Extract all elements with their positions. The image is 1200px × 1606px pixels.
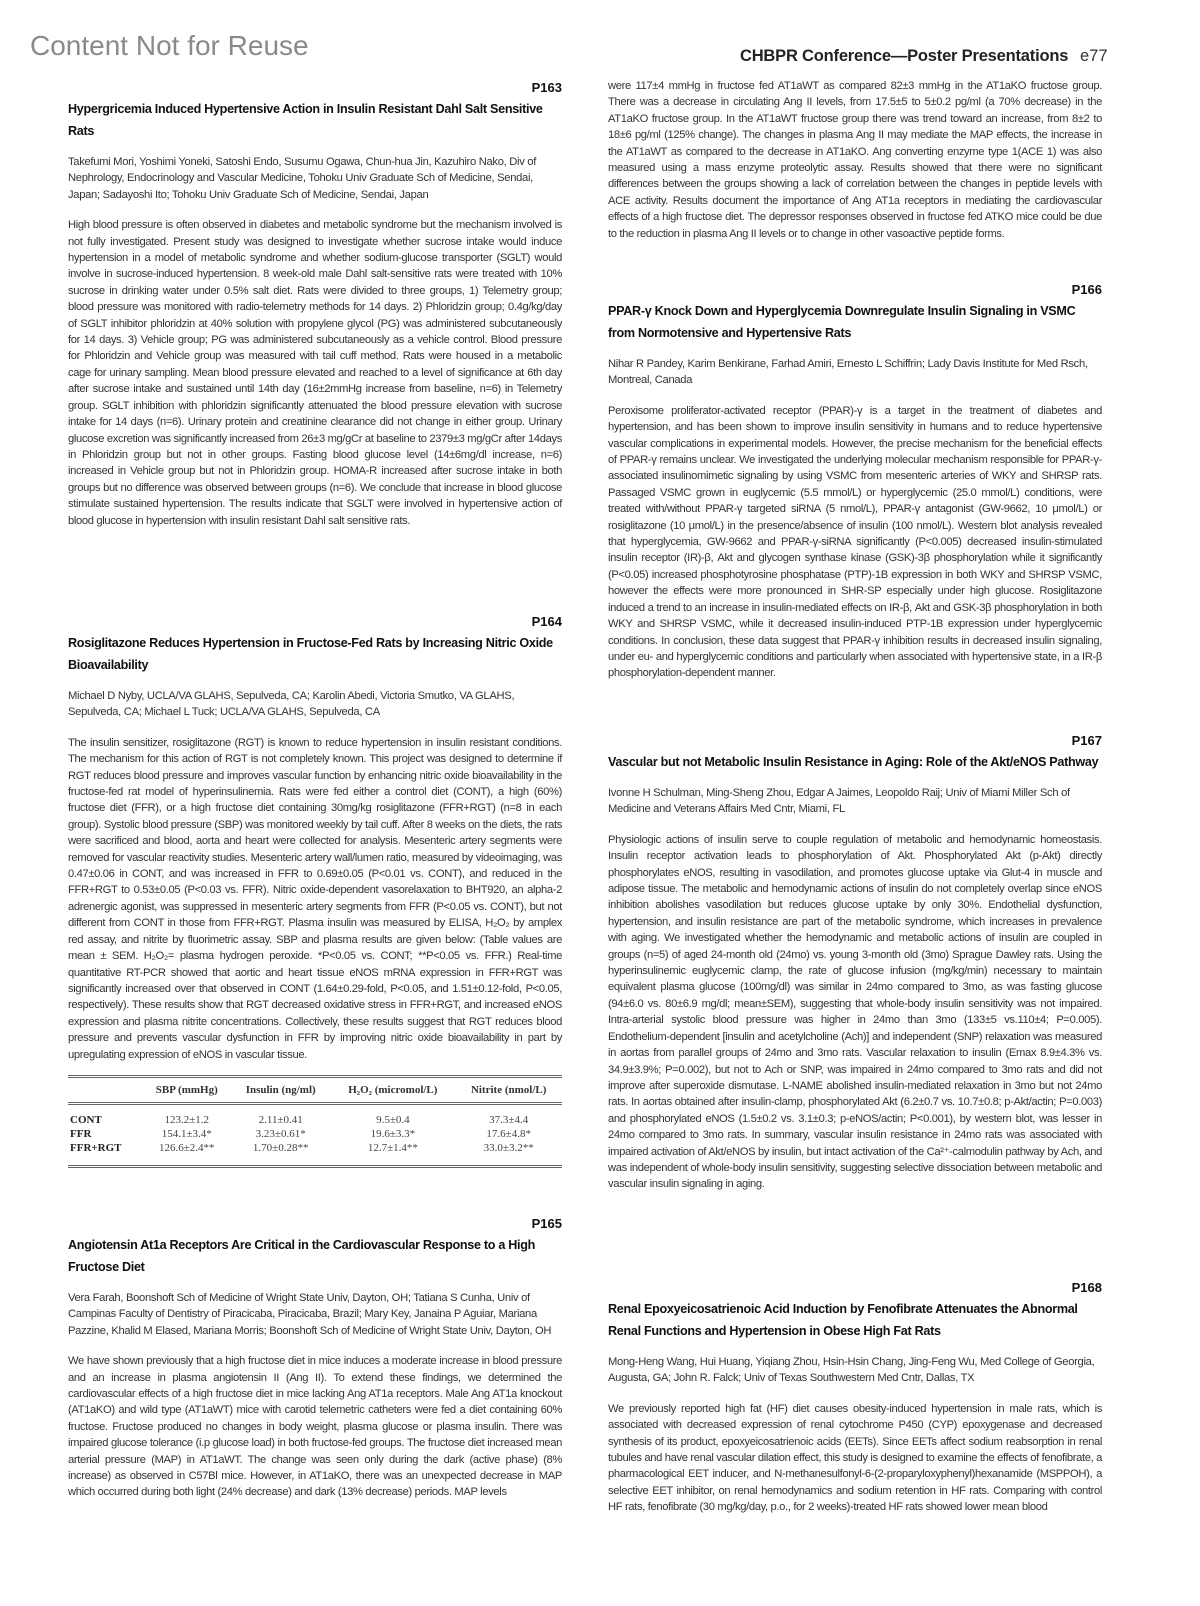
table-row — [68, 1103, 562, 1127]
abstract-title: Renal Epoxyeicosatrienoic Acid Induction by Fenofibrate Attenuates the Abnormal Renal Functions and Hypertension in Obese High Fat Rats — [608, 1302, 1078, 1338]
abstract-body-continued: were 117±4 mmHg in fructose fed AT1aWT as compared 82±3 mmHg in the AT1aKO fructose group. There was a decrease in circulating Ang II levels, from 17.5±5 to 5±0.2 pg/ml (a 70% decrease) in the AT1aKO fructose group. In the AT1aWT fructose group there was trend toward an increase, from 8±2 to 18±6 pg/ml (125% change). The changes in plasma Ang II may mediate the MAP effects, the increase in the AT1aWT as compared to the decrease in AT1aKO. Ang converting enzyme type 1(ACE 1) was also measured using a mass enzyme proteolytic assay. Results showed that there were no significant differences between the groups showing a lack of correlation between the changes in peptide levels with ACE activity. Results document the importance of Ang AT1a receptors in mediating the cardiovascular effects of a high fructose diet. The depressor responses observed in fructose fed ATKO mice could be due to the reduction in plasma Ang II levels or to change in other vasoactive peptide forms. — [608, 80, 1102, 240]
table-cell: 12.7±1.4** — [367, 1141, 418, 1154]
abstract-p165 — [68, 1216, 562, 1501]
table-cell: 9.5±0.4 — [376, 1113, 410, 1126]
table-cell: 17.6±4.8* — [486, 1127, 531, 1140]
abstract-authors: Mong-Heng Wang, Hui Huang, Yiqiang Zhou, Hsin-Hsin Chang, Jing-Feng Wu, Med College of Georgia, Augusta, GA; John R. Falck; Univ of Texas Southwestern Med Cntr, Dallas, TX — [608, 1356, 1095, 1385]
table-cell: 126.6±2.4** — [158, 1141, 215, 1154]
column-header: H₂O₂ (micromol/L) — [348, 1083, 438, 1096]
table-cell: 2.11±0.41 — [258, 1113, 303, 1126]
abstract-p166 — [608, 282, 1102, 682]
table-cell: 19.6±3.3* — [370, 1127, 416, 1140]
abstract-body: Physiologic actions of insulin serve to couple regulation of metabolic and hemodynamic homeostasis. Insulin receptor activation leads to phosphorylation of Akt. Phosphorylated Akt (p-Akt) directly phosphorylates eNOS, resulting in vasodilation, and promotes glucose uptake via Glut-4 in muscle and adipose tissue. The metabolic and hemodynamic actions of insulin do not completely overlap since eNOS inhibition abolishes vasodilation but reduces glucose uptake by only 30%. Endothelial dysfunction, hypertension, and insulin resistance are part of the metabolic syndrome, which increases in prevalence with aging. We investigated whether the hemodynamic and metabolic actions of insulin are coupled in groups (n=5) of aged 24-month old (24mo) vs. young 3-month old (3mo) Sprague Dawley rats. Using the hyperinsulinemic euglycemic clamp, the rate of glucose infusion (mg/kg/min) necessary to maintain equivalent plasma glucose (100mg/dl) was similar in 24mo compared to 3mo, as was fasting glucose (94±6.0 vs. 80±6.9 mg/dl; mean±SEM), suggesting that whole-body insulin sensitivity was not impaired. Intra-arterial systolic blood pressure was higher in 24mo than 3mo (133±5 vs.110±4; P=0.005). Endothelium-dependent [insulin and acetylcholine (Ach)] and independent (SNP) relaxation was measured in aortas from parallel groups of 24mo and 3mo rats. Vascular relaxation to insulin (Emax 8.9±4.3% vs. 34.9±3.9%; P=0.002), but not to Ach or SNP, was impaired in 24mo compared to 3mo rats and did not improve after superoxide dismutase. L-NAME abolished insulin-mediated relaxation in 3mo but not 24mo rats. In aortas obtained after insulin-clamp, phosphorylated Akt (6.2±0.7 vs. 10.7±0.8; p-Akt/actin; P=0.003) and phosphorylated eNOS (1.5±0.2 vs. 3.1±0.3; p-eNOS/actin; P<0.001), by western blot, was lesser in 24mo compared to 3mo rats. In summary, vascular insulin resistance in 24mo rats was associated with impaired activation of Akt/eNOS by insulin, but intact activation of the Ca²⁺-calmodulin pathway by Ach, and was independent of whole-body insulin sensitivity, suggesting selective dissociation between metabolic and vascular insulin signaling in aging. — [608, 833, 1102, 1191]
table-row — [68, 1127, 562, 1141]
abstract-body: High blood pressure is often observed in diabetes and metabolic syndrome but the mechanism involved is not fully investigated. Present study was designed to investigate whether sucrose intake would induce hypertension in a model of metabolic syndrome and whether sodium-glucose transporter (SGLT) would involve in sucrose-induced hypertension. 8 week-old male Dahl salt-sensitive rats were treated with 10% sucrose in drinking water under 0.5% salt diet. Rats were divided to three groups, 1) Telemetry group; blood pressure was monitored with radio-telemetry methods for 14 days. 2) Phloridzin group; 0.4g/kg/day of SGLT inhibitor phloridzin at 40% solution with propylene glycol (PG) was administered subcutaneously for 14 days. 3) Vehicle group; PG was administered subcutaneously as a vehicle control. Blood pressure for Phloridzin and Vehicle group was measured with tail cuff method. Rats were housed in a metabolic cage for urinary sampling. Mean blood pressure elevated and reached to a level of significance at 6th day after sucrose intake and sustained until 14th day (16±2mmHg increase from baseline, n=6) in Telemetry group. SGLT inhibition with phloridzin significantly attenuated the blood pressure elevation with sucrose intake for 14 days (n=6). Urinary protein and creatinine clearance did not change in either group. Urinary glucose excretion was significantly increased from 26±3 mg/gCr at baseline to 2379±3 mg/gCr after 14days in Phloridzin group but not in other groups. Fasting blood glucose level (14±6mg/dl increase, n=6) increased in Vehicle group but not in Phloridzin group. HOMA-R increased after sucrose intake in both groups but no difference was observed between groups (n=6). We conclude that increase in blood glucose stimulate sustained hypertension. The results indicate that SGLT were involved in hypertensive action of blood glucose in hypertension with insulin resistant Dahl salt sensitive rats. — [68, 219, 562, 527]
abstract-p165-continuation — [608, 64, 1102, 242]
table-cell: 1.70±0.28** — [252, 1141, 309, 1154]
table-cell: 37.3±4.4 — [489, 1113, 529, 1126]
column-header: Nitrite (nmol/L) — [470, 1083, 547, 1096]
column-header: SBP (mmHg) — [155, 1083, 218, 1096]
abstract-body: Peroxisome proliferator-activated receptor (PPAR)-γ is a target in the treatment of diabetes and hypertension, and has been shown to improve insulin sensitivity in humans and to reduce hypertensive vascular complications in experimental models. However, the precise mechanism for the beneficial effects of PPAR-γ remains unclear. We investigated the underlying molecular mechanism responsible for PPAR-γ-associated insulinomimetic signaling by using VSMC from mesenteric arteries of WKY and SHRSP rats. Passaged VSMC grown in euglycemic (5.5 mmol/L) or hyperglycemic (25.0 mmol/L) conditions, were treated with/without PPAR-γ targeted siRNA (5 nmol/L), PPAR-γ antagonist (GW-9662, 10 μmol/L) or rosiglitazone (10 μmol/L) in the presence/absence of insulin (100 nmol/L). Western blot analysis revealed that hyperglycemia, GW-9662 and PPAR-γ-siRNA significantly (P<0.005) decreased insulin-stimulated insulin receptor (IR)-β, Akt and glycogen synthase kinase (GSK)-3β phosphorylation while it significantly (P<0.05) increased phosphotyrosine phosphatase (PTP)-1B expression in both WKY and SHRSP VSMC, however the effects were more pronounced in SHR-SP especially under high glucose. Rosiglitazone induced a trend to an increase in insulin-mediated effects on IR-β, Akt and GSK-3β phosphorylation in both WKY and SHRSP VSMC, while it decreased insulin-induced PTP-1B expression under hyperglycemic conditions. In conclusion, these data suggest that PPAR-γ inhibition results in decreased insulin signaling, under eu- and hyperglycemic conditions and particularly when associated with hypertensive state, in a IR-β phosphorylation-dependent manner. — [608, 404, 1102, 680]
abstract-authors: Vera Farah, Boonshoft Sch of Medicine of Wright State Univ, Dayton, OH; Tatiana S Cunha, Univ of Campinas Faculty of Dentistry of Piracicaba, Piracicaba, Brazil; Mary Key, Janaina P Aguiar, Mariana Pazzine, Khalid M Elased, Mariana Morris; Boonshoft Sch of Medicine of Wright State Univ, Dayton, OH — [68, 1292, 552, 1337]
page-number: e77 — [1080, 47, 1108, 65]
table-cell: 154.1±3.4* — [161, 1127, 212, 1140]
column-header: Insulin (ng/ml) — [245, 1083, 316, 1096]
abstract-id: P165 — [531, 1216, 562, 1231]
abstract-authors: Takefumi Mori, Yoshimi Yoneki, Satoshi Endo, Susumu Ogawa, Chun-hua Jin, Kazuhiro Nako, Div of Nephrology, Endocrinology and Vascular Medicine, Tohoku Univ Graduate Sch of Medicine, Sendai, Japan; Sadayoshi Ito; Tohoku Univ Graduate Sch of Medicine, Sendai, Japan — [68, 156, 537, 201]
abstract-p163 — [68, 80, 562, 529]
abstract-title: Hypergricemia Induced Hypertensive Action in Insulin Resistant Dahl Salt Sensitive Rats — [68, 102, 543, 138]
abstract-authors: Nihar R Pandey, Karim Benkirane, Farhad Amiri, Ernesto L Schiffrin; Lady Davis Institute for Med Rsch, Montreal, Canada — [608, 358, 1088, 387]
abstract-p167 — [608, 733, 1102, 1193]
row-label: CONT — [70, 1113, 102, 1126]
column-header — [68, 1076, 142, 1103]
abstract-p164 — [68, 614, 562, 1168]
abstract-title: Angiotensin At1a Receptors Are Critical in the Cardiovascular Response to a High Fructose Diet — [68, 1238, 536, 1274]
table-row — [68, 1141, 562, 1167]
watermark: Content Not for Reuse — [30, 30, 309, 61]
abstract-id: P166 — [1071, 282, 1102, 297]
table-cell: 3.23±0.61* — [255, 1127, 306, 1140]
abstract-authors: Michael D Nyby, UCLA/VA GLAHS, Sepulveda, CA; Karolin Abedi, Victoria Smutko, VA GLAHS, Sepulveda, CA; Michael L Tuck; UCLA/VA GLAHS, Sepulveda, CA — [68, 690, 515, 719]
row-label: FFR+RGT — [70, 1141, 122, 1154]
results-table — [68, 1075, 562, 1168]
table-header-row — [68, 1076, 562, 1103]
abstract-id: P168 — [1071, 1280, 1102, 1295]
abstract-body: We have shown previously that a high fructose diet in mice induces a moderate increase in blood pressure and an increase in plasma angiotensin II (Ang II). To extend these findings, we determined the cardiovascular effects of a high fructose diet in mice lacking Ang AT1a receptors. Male Ang AT1a knockout (AT1aKO) and wild type (AT1aWT) mice with carotid telemetric catheters were fed a diet containing 60% fructose. Fructose produced no changes in body weight, plasma glucose or plasma insulin. There was impaired glucose tolerance (i.p glucose load) in both fructose-fed groups. The fructose diet increased mean arterial pressure (MAP) in AT1aWT. The change was seen only during the dark (active phase) (8% increase) as observed in C57Bl mice. However, in AT1aKO, there was an unexpected decrease in MAP which occurred during both light (24% decrease) and dark (13% decrease) periods. MAP levels — [68, 1355, 562, 1499]
running-head: CHBPR Conference—Poster Presentations — [740, 47, 1069, 65]
abstract-authors: Ivonne H Schulman, Ming-Sheng Zhou, Edgar A Jaimes, Leopoldo Raij; Univ of Miami Miller Sch of Medicine and Veterans Affairs Med Cntr, Miami, FL — [608, 787, 1070, 816]
table-cell: 123.2±1.2 — [164, 1113, 210, 1126]
abstract-title: Vascular but not Metabolic Insulin Resistance in Aging: Role of the Akt/eNOS Pathway — [608, 755, 1099, 769]
table-cell: 33.0±3.2** — [483, 1141, 534, 1154]
row-label: FFR — [70, 1127, 92, 1140]
abstract-title: Rosiglitazone Reduces Hypertension in Fructose-Fed Rats by Increasing Nitric Oxide Bioavailability — [68, 636, 553, 672]
abstract-id: P163 — [531, 80, 562, 95]
abstract-id: P164 — [531, 614, 562, 629]
abstract-body: The insulin sensitizer, rosiglitazone (RGT) is known to reduce hypertension in insulin resistant conditions. The mechanism for this action of RGT is not completely known. This project was designed to determine if RGT reduces blood pressure and improves vascular function by enhancing nitric oxide bioavailability in the fructose-fed rat model of hyperinsulinemia. Rats were fed either a control diet (CONT), a high (60%) fructose diet (FFR), or a high fructose diet containing 30mg/kg rosiglitazone (FFR+RGT) (n=8 in each group). Systolic blood pressure (SBP) was monitored weekly by tail cuff. After 8 weeks on the diets, the rats were sacrificed and blood, aorta and heart were collected for analysis. Mesenteric artery segments were removed for vascular reactivity studies. Mesenteric artery wall/lumen ratio, measured by videoimaging, was 0.47±0.06 in CONT, and was increased in FFR to 0.69±0.05 (P<0.01 vs. CONT), and reduced in the FFR+RGT to 0.53±0.05 (P<0.03 vs. FFR). Nitric oxide-dependent vasorelaxation to BHT920, an alpha-2 adrenergic agonist, was suppressed in mesenteric artery segments from FFR (P<0.05 vs. CONT), but not different from CONT in those from FFR+RGT. Plasma insulin was measured by ELISA, H₂O₂ by amplex red assay, and nitrite by fluorimetric assay. SBP and plasma results are given below: (Table values are mean ± SEM. H₂O₂= plasma hydrogen peroxide. *P<0.05 vs. CONT; **P<0.05 vs. FFR.) Real-time quantitative RT-PCR showed that aortic and heart tissue eNOS mRNA expression in FFR+RGT was significantly increased over that observed in CONT (1.64±0.29-fold, P<0.05, and 1.51±0.12-fold, P<0.05, respectively). These results show that RGT decreased oxidative stress in FFR+RGT, and increased eNOS expression and plasma nitrite concentrations. Collectively, these results suggest that RGT reduces blood pressure and prevents vascular dysfunction in FFR by improving nitric oxide bioavailability in part by upregulating expression of eNOS in vascular tissue. — [68, 736, 562, 1061]
abstract-title: PPAR-γ Knock Down and Hyperglycemia Downregulate Insulin Signaling in VSMC from Normotensive and Hypertensive Rats — [608, 304, 1076, 340]
abstract-body: We previously reported high fat (HF) diet causes obesity-induced hypertension in male rats, which is associated with decreased expression of renal cytochrome P450 (CYP) epoxygenase and decreased synthesis of its product, epoxyeicosatrienoic acids (EETs). Since EETs affect sodium reabsorption in renal tubules and have renal vascular dilation effect, this study is designed to examine the effects of fenofibrate, a pharmacological EET inducer, and N-methanesulfonyl-6-(2-proparyloxyphenyl)hexanamide (MSPPOH), a selective EET inhibitor, on renal hemodynamics and sodium retention in HF rats. Comparing with control HF rats, fenofibrate (30 mg/kg/day, p.o., for 2 weeks)-treated HF rats showed lower mean blood — [608, 1402, 1102, 1514]
abstract-p168 — [608, 1280, 1102, 1516]
abstract-id: P167 — [1071, 733, 1102, 748]
